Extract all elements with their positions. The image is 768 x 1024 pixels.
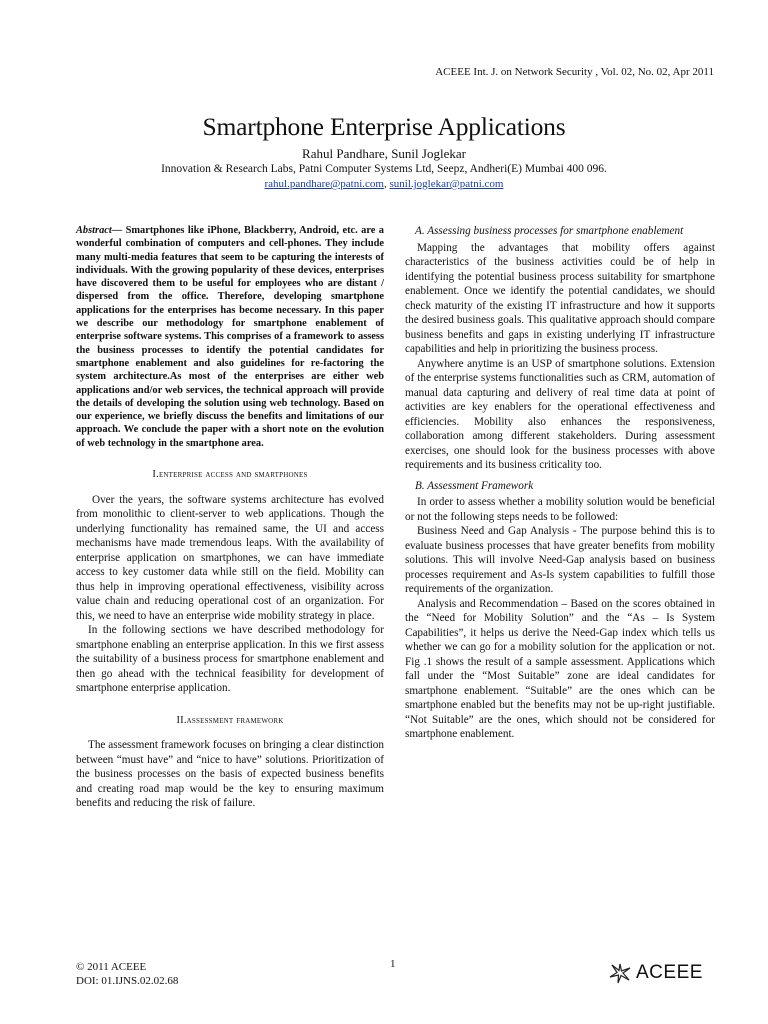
abstract-text: Smartphones like iPhone, Blackberry, Android, etc. are a wonderful combination of computers and cell-phones. They include many multi-media features that seem to be capturing the interests of individuals. With the growing popularity of these devices, enterprises have discovered them to be useful for employees who are distant / dispersed from the office. Therefore, developing smartphone applications for the enterprises has become necessary. In this paper we describe our methodology for smartphone enablement of enterprise software systems. This comprises of a framework to assess the business processes to identify the potential candidates for smartphone enablement and also guidelines for re-factoring the system architecture.As most of the enterprises are either web applications and/or web services, the technical approach will provide the details of developing the solution using web technology. Based on our experience, we briefly discuss the benefits and limitations of our approach. We conclude the paper with a short note on the evolution of web technology in the smartphone area. (76, 225, 384, 449)
email-link-second[interactable]: sunil.joglekar@patni.com (389, 178, 504, 190)
subsection-heading-b: B. Assessment Framework (415, 479, 534, 492)
subsection-b-paragraph-1: In order to assess whether a mobility solution would be beneficial or not the following steps needs to be followed: (405, 496, 715, 523)
left-column (76, 224, 384, 811)
abstract-label: Abstract— (76, 225, 123, 236)
subsection-a-paragraph-2: Anywhere anytime is an USP of smartphone solutions. Extension of the enterprise systems functionalities such as CRM, automation of manual data capturing and delivery of real time data at point of activities are key enablers for the operational effectiveness and efficiencies. Mobility also enhances the responsiveness, collaboration among different stakeholders. During assessment exercises, one should look for the business processes with above requirements and its business criticality too. (405, 357, 715, 471)
subsection-a-paragraph-1: Mapping the advantages that mobility offers against characteristics of the business activities could be of help in identifying the potential business process suitability for smartphone enablement. Once we identify the potential candidates, we should check maturity of the existing IT infrastructure and how it supports the desired business goals. This qualitative approach should compare business benefits and gaps in existing underlying IT infrastructure capabilities and help in prioritizing the business process. (405, 241, 715, 355)
affiliation: Innovation & Research Labs, Patni Computer Systems Ltd, Seepz, Andheri(E) Mumbai 400 096. (161, 163, 607, 175)
running-head: ACEEE Int. J. on Network Security , Vol. 02, No. 02, Apr 2011 (435, 66, 714, 78)
section1-paragraph-1: Over the years, the software systems architecture has evolved from monolithic to client-server to web applications. Though the underlying functionality has remained same, the UI and access mechanisms have made tremendous leaps. With the availability of enterprise application on smartphones, we can have immediate access to key customer data while still on the field. Mobility can thus help in improving operational effectiveness, visibility across value chain and reducing operational cost of an organization. For this, we need to have an enterprise wide mobility strategy in place. (76, 493, 384, 622)
section-heading-1: I.enterprise access and smartphones (152, 469, 308, 481)
authors: Rahul Pandhare, Sunil Joglekar (302, 146, 466, 161)
section-heading-2: II.assessment framework (176, 714, 284, 726)
aceee-logo (608, 962, 703, 984)
subsection-b-paragraph-2: Business Need and Gap Analysis - The purpose behind this is to evaluate business processes that have greater benefits from mobility solutions. This will involve Need-Gap analysis based on business processes requirement and As-Is system capabilities to fulfill those requirements of the organization. (405, 525, 715, 595)
footer-left (76, 960, 178, 988)
subsection-b-paragraph-3: Analysis and Recommendation – Based on the scores obtained in the “Need for Mobility Solution” and the “As – Is System Capabilities”, it helps us derive the Need-Gap index which tells us whether we can go for a mobility solution for the application or not. Fig .1 shows the result of a sample assessment. Applications which fall under the “Most Suitable” zone are ideal candidates for smartphone enablement. “Suitable” are the ones which can be smartphone enabled but the benefits may not be up-right justifiable. “Not Suitable” are the ones, which should not be considered for smartphone enablement. (405, 597, 715, 740)
right-column (405, 224, 715, 742)
email-separator: , (383, 178, 390, 190)
email-link-first[interactable]: rahul.pandhare@patni.com (264, 178, 384, 190)
doi: DOI: 01.IJNS.02.02.68 (76, 975, 179, 987)
section1-paragraph-2: In the following sections we have described methodology for smartphone enabling an enterprise application. In this we first assess the suitability of a business process for smartphone enablement and then go ahead with the technical feasibility for development of smartphone enterprise application. (76, 624, 384, 695)
copyright: © 2011 ACEEE (76, 961, 147, 973)
author-emails (0, 178, 768, 190)
paper-title: Smartphone Enterprise Applications (202, 112, 566, 141)
subsection-heading-a: A. Assessing business processes for smartphone enablement (415, 225, 684, 237)
abstract (76, 224, 384, 450)
section2-paragraph-1: The assessment framework focuses on bringing a clear distinction between “must have” and “nice to have” solutions. Prioritization of the business processes on the basis of expected business benefits and creating road map would be the key to ensuring maximum benefits and reducing the risk of failure. (76, 739, 384, 810)
aceee-star-logo-icon (608, 962, 632, 984)
logo-text: ACEEE (636, 962, 703, 983)
page-number: 1 (390, 958, 396, 970)
